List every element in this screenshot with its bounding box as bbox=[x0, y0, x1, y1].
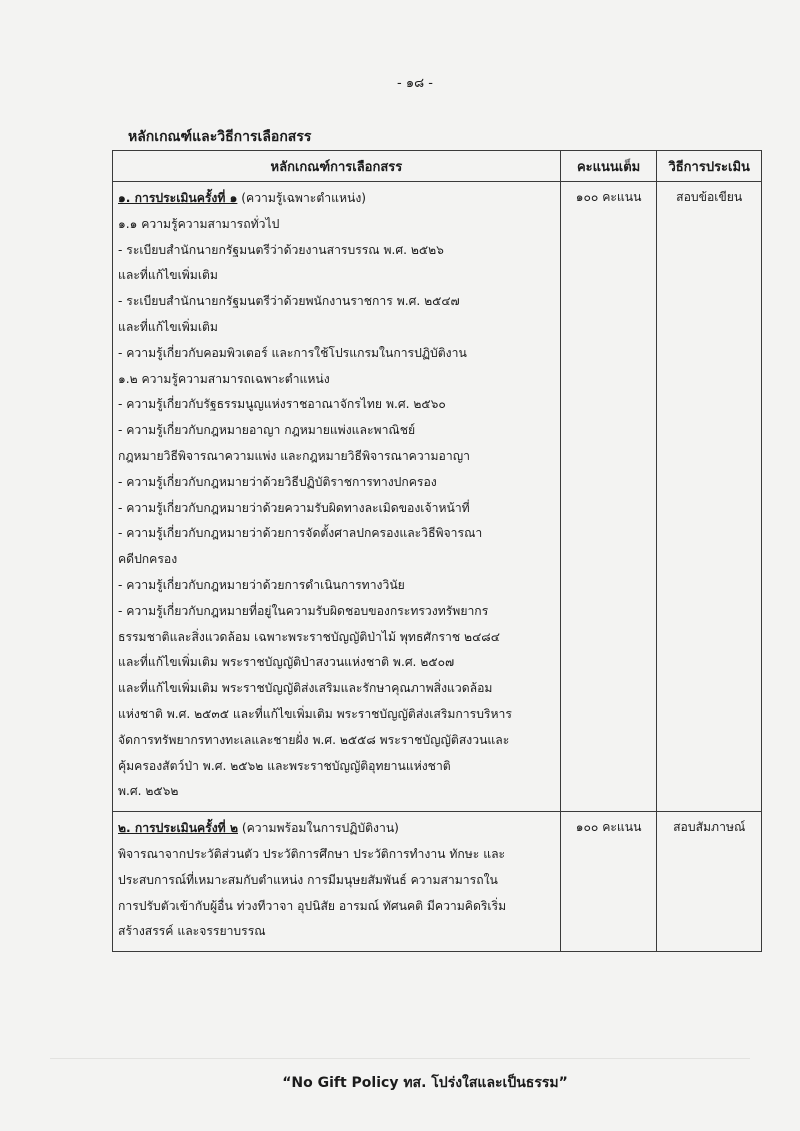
header-method: วิธีการประเมิน bbox=[657, 151, 762, 182]
footer-divider bbox=[50, 1058, 750, 1059]
criteria-line: - ความรู้เกี่ยวกับกฎหมายว่าด้วยการดำเนินการทางวินัย bbox=[118, 577, 405, 592]
criteria-heading-2-number: ๒. การประเมินครั้งที่ ๒ bbox=[118, 821, 238, 836]
criteria-line: - ความรู้เกี่ยวกับกฎหมายว่าด้วยการจัดตั้งศาลปกครองและวิธีพิจารณา bbox=[118, 526, 483, 541]
criteria-line: ประสบการณ์ที่เหมาะสมกับตำแหน่ง การมีมนุษยสัมพันธ์ ความสามารถใน bbox=[118, 872, 498, 887]
table-row bbox=[113, 812, 762, 952]
header-criteria: หลักเกณฑ์การเลือกสรร bbox=[113, 151, 561, 182]
score-cell-1: ๑๐๐ คะแนน bbox=[560, 182, 657, 812]
criteria-line: ๑.๑ ความรู้ความสามารถทั่วไป bbox=[118, 216, 280, 231]
criteria-heading-1-subtitle: (ความรู้เฉพาะตำแหน่ง) bbox=[237, 191, 367, 205]
criteria-line: แห่งชาติ พ.ศ. ๒๕๓๕ และที่แก้ไขเพิ่มเติม พระราชบัญญัติส่งเสริมการบริหาร bbox=[118, 706, 512, 721]
criteria-line: - ระเบียบสำนักนายกรัฐมนตรีว่าด้วยพนักงานราชการ พ.ศ. ๒๕๔๗ bbox=[118, 294, 460, 309]
criteria-table bbox=[112, 150, 762, 952]
criteria-line: และที่แก้ไขเพิ่มเติม bbox=[118, 268, 218, 283]
criteria-line: - ระเบียบสำนักนายกรัฐมนตรีว่าด้วยงานสารบรรณ พ.ศ. ๒๕๒๖ bbox=[118, 242, 444, 257]
criteria-line: - ความรู้เกี่ยวกับคอมพิวเตอร์ และการใช้โปรแกรมในการปฏิบัติงาน bbox=[118, 345, 467, 360]
method-cell-1: สอบข้อเขียน bbox=[657, 182, 762, 812]
criteria-line: พ.ศ. ๒๕๖๒ bbox=[118, 784, 179, 799]
criteria-line: และที่แก้ไขเพิ่มเติม พระราชบัญญัติส่งเสริมและรักษาคุณภาพสิ่งแวดล้อม bbox=[118, 681, 493, 696]
criteria-line: - ความรู้เกี่ยวกับกฎหมายว่าด้วยวิธีปฏิบัติราชการทางปกครอง bbox=[118, 474, 437, 489]
criteria-heading-2 bbox=[118, 816, 556, 842]
footer-slogan: “No Gift Policy ทส. โปร่งใสและเป็นธรรม” bbox=[282, 1075, 568, 1091]
method-cell-2: สอบสัมภาษณ์ bbox=[657, 812, 762, 952]
criteria-line: พิจารณาจากประวัติส่วนตัว ประวัติการศึกษา ประวัติการทำงาน ทักษะ และ bbox=[118, 846, 506, 861]
criteria-line: ๑.๒ ความรู้ความสามารถเฉพาะตำแหน่ง bbox=[118, 371, 330, 386]
criteria-line: สร้างสรรค์ และจรรยาบรรณ bbox=[118, 924, 266, 939]
criteria-line: - ความรู้เกี่ยวกับกฎหมายว่าด้วยความรับผิดทางละเมิดของเจ้าหน้าที่ bbox=[118, 500, 470, 515]
criteria-line: - ความรู้เกี่ยวกับรัฐธรรมนูญแห่งราชอาณาจักรไทย พ.ศ. ๒๕๖๐ bbox=[118, 397, 446, 412]
criteria-line: กฎหมายวิธีพิจารณาความแพ่ง และกฎหมายวิธีพิจารณาความอาญา bbox=[118, 448, 470, 463]
table-header-row bbox=[113, 151, 762, 182]
section-title: หลักเกณฑ์และวิธีการเลือกสรร bbox=[128, 129, 312, 145]
table-row bbox=[113, 182, 762, 812]
criteria-lines-1 bbox=[118, 212, 556, 805]
criteria-line: - ความรู้เกี่ยวกับกฎหมายที่อยู่ในความรับผิดชอบของกระทรวงทรัพยากร bbox=[118, 603, 489, 618]
score-cell-2: ๑๐๐ คะแนน bbox=[560, 812, 657, 952]
criteria-line: - ความรู้เกี่ยวกับกฎหมายอาญา กฎหมายแพ่งและพาณิชย์ bbox=[118, 423, 416, 438]
page-number: - ๑๘ - bbox=[397, 76, 433, 91]
criteria-heading-1 bbox=[118, 186, 556, 212]
criteria-lines-2 bbox=[118, 842, 556, 945]
criteria-line: และที่แก้ไขเพิ่มเติม พระราชบัญญัติป่าสงวนแห่งชาติ พ.ศ. ๒๕๐๗ bbox=[118, 655, 455, 670]
criteria-cell-2 bbox=[113, 812, 561, 952]
criteria-line: จัดการทรัพยากรทางทะเลและชายฝั่ง พ.ศ. ๒๕๕๘ พระราชบัญญัติสงวนและ bbox=[118, 732, 510, 747]
criteria-heading-1-number: ๑. การประเมินครั้งที่ ๑ bbox=[118, 191, 238, 205]
criteria-line: การปรับตัวเข้ากับผู้อื่น ท่วงทีวาจา อุปนิสัย อารมณ์ ทัศนคติ มีความคิดริเริ่ม bbox=[118, 898, 507, 913]
criteria-line: คดีปกครอง bbox=[118, 552, 178, 567]
criteria-cell-1 bbox=[113, 182, 561, 812]
criteria-heading-2-subtitle: (ความพร้อมในการปฏิบัติงาน) bbox=[238, 821, 399, 836]
header-full-score: คะแนนเต็ม bbox=[560, 151, 657, 182]
criteria-line: คุ้มครองสัตว์ป่า พ.ศ. ๒๕๖๒ และพระราชบัญญัติอุทยานแห่งชาติ bbox=[118, 758, 451, 773]
criteria-line: และที่แก้ไขเพิ่มเติม bbox=[118, 319, 218, 334]
criteria-line: ธรรมชาติและสิ่งแวดล้อม เฉพาะพระราชบัญญัติป่าไม้ พุทธศักราช ๒๔๘๔ bbox=[118, 629, 500, 644]
